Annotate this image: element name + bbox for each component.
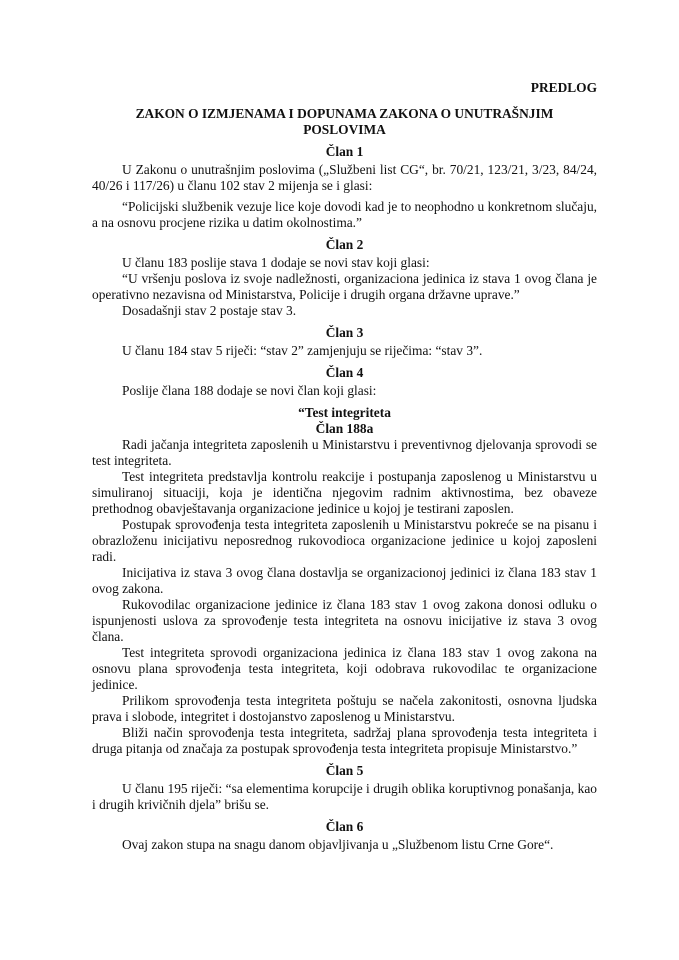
article-188a-paragraph-1: Radi jačanja integriteta zaposlenih u Ministarstvu i preventivnog djelovanja sprovodi se test integriteta. xyxy=(92,437,597,468)
article-2-paragraph-2: “U vršenju poslova iz svoje nadležnosti, organizaciona jedinica iz stava 1 ovog člana je operativno nezavisna od Ministarstva, Policije i drugih organa državne uprave.” xyxy=(92,271,597,302)
article-2-paragraph-3: Dosadašnji stav 2 postaje stav 3. xyxy=(122,303,297,318)
article-3-paragraph-1: U članu 184 stav 5 riječi: “stav 2” zamjenjuju se riječima: “stav 3”. xyxy=(122,343,483,358)
article-188a-paragraph-7: Prilikom sprovođenja testa integriteta poštuju se načela zakonitosti, osnovna ljudska prava i slobode, integritet i dostojanstvo zaposlenog u Ministarstvu. xyxy=(92,693,597,724)
article-2-paragraph-1: U članu 183 poslije stava 1 dodaje se novi stav koji glasi: xyxy=(122,255,430,270)
article-188a-paragraph-6: Test integriteta sprovodi organizaciona jedinica iz člana 183 stav 1 ovog zakona na osnovu plana sprovođenja testa integriteta, koji odobrava rukovodilac te organizacione jedinice. xyxy=(92,645,597,692)
article-2-heading: Član 2 xyxy=(325,237,364,252)
article-188a-paragraph-5: Rukovodilac organizacione jedinice iz člana 183 stav 1 ovog zakona donosi odluku o ispunjenosti uslova za sprovođenje testa integriteta na osnovu inicijative iz stava 3 ovog člana. xyxy=(92,597,597,644)
article-6-paragraph-1: Ovaj zakon stupa na snagu danom objavljivanja u „Službenom listu Crne Gore“. xyxy=(122,837,554,852)
article-1-paragraph-1: U Zakonu o unutrašnjim poslovima („Službeni list CG“, br. 70/21, 123/21, 3/23, 84/24, 40/26 i 117/26) u članu 102 stav 2 mijenja se i glasi: xyxy=(92,162,597,193)
law-title: ZAKON O IZMJENAMA I DOPUNAMA ZAKONA O UNUTRAŠNJIM POSLOVIMA xyxy=(135,106,554,137)
article-188a-paragraph-2: Test integriteta predstavlja kontrolu reakcije i postupanja zaposlenog u Ministarstvu u simuliranoj situaciji, koja je identična njegovim radnim aktivnostima, bez obaveze prethodnog obavještavanja organizacione jedinice u kojoj je testirani zaposlen. xyxy=(92,469,597,516)
article-1-heading: Član 1 xyxy=(325,144,364,159)
predlog-label: PREDLOG xyxy=(530,80,597,95)
article-188a-heading: Član 188a xyxy=(315,421,374,436)
article-5-paragraph-1: U članu 195 riječi: “sa elementima korupcije i drugih oblika koruptivnog ponašanja, kao i drugih krivičnih djela” brišu se. xyxy=(92,781,597,812)
article-5-heading: Član 5 xyxy=(325,763,364,778)
article-188a-paragraph-4: Inicijativa iz stava 3 ovog člana dostavlja se organizacionoj jedinici iz člana 183 stav 1 ovog zakona. xyxy=(92,565,597,596)
article-188a-paragraph-3: Postupak sprovođenja testa integriteta zaposlenih u Ministarstvu pokreće se na pisanu i obrazloženu inicijativu neposrednog rukovodioca organizacione jedinice u kojoj zaposleni radi. xyxy=(92,517,597,564)
document-body xyxy=(92,80,597,853)
article-4-heading: Član 4 xyxy=(325,365,364,380)
article-1-paragraph-2: “Policijski službenik vezuje lice koje dovodi kad je to neophodno u konkretnom slučaju, a na osnovu procjene rizika u datim okolnostima.” xyxy=(92,199,597,230)
article-188a-title: “Test integriteta xyxy=(298,405,391,420)
article-188a-paragraph-8: Bliži način sprovođenja testa integriteta, sadržaj plana sprovođenja testa integriteta i druga pitanja od značaja za postupak sprovođenja testa integriteta propisuje Ministarstvo.” xyxy=(92,725,597,756)
article-4-paragraph-1: Poslije člana 188 dodaje se novi član koji glasi: xyxy=(122,383,377,398)
article-3-heading: Član 3 xyxy=(325,325,364,340)
article-6-heading: Član 6 xyxy=(325,819,364,834)
